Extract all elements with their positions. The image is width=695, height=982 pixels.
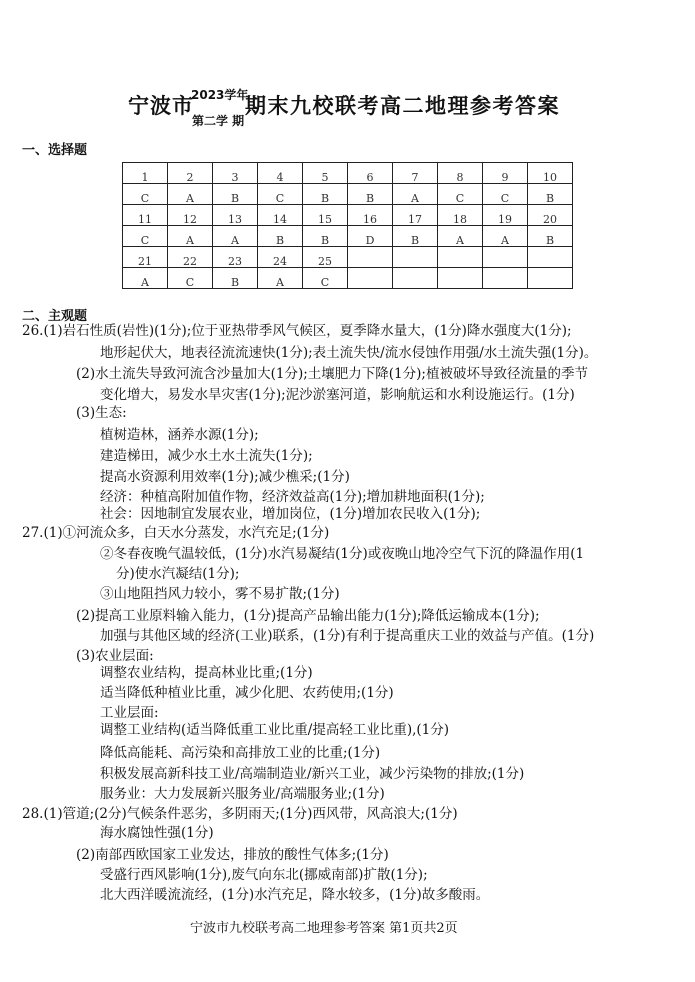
answer-line: 海水腐蚀性强(1分) xyxy=(100,825,214,841)
answer-cell: C xyxy=(303,268,348,289)
answer-cell: B xyxy=(348,184,393,205)
question-number-cell: 12 xyxy=(168,205,213,226)
answer-line: 26.(1)岩石性质(岩性)(1分);位于亚热带季风气候区，夏季降水量大，(1分)降水强度大(1分); xyxy=(22,323,572,339)
answer-cell: A xyxy=(483,226,528,247)
answer-cell: C xyxy=(123,184,168,205)
question-number-cell: 5 xyxy=(303,163,348,184)
answer-line: 北大西洋暖流流经，(1分)水汽充足，降水较多，(1分)故多酸雨。 xyxy=(100,887,490,903)
answer-cell: B xyxy=(213,268,258,289)
answer-cell xyxy=(348,268,393,289)
question-number-cell: 16 xyxy=(348,205,393,226)
answer-line: 地形起伏大，地表径流流速快(1分);表土流失快/流水侵蚀作用强/水土流失强(1分)。 xyxy=(100,345,598,361)
question-number-cell xyxy=(348,247,393,268)
question-number-cell xyxy=(438,247,483,268)
question-number-cell xyxy=(483,247,528,268)
question-number-cell: 24 xyxy=(258,247,303,268)
page-footer: 宁波市九校联考高二地理参考答案 第1页共2页 xyxy=(190,921,458,936)
question-number-cell: 4 xyxy=(258,163,303,184)
title-year: 2023学年 xyxy=(191,88,249,102)
answer-cell: B xyxy=(303,226,348,247)
answer-line: 社会：因地制宜发展农业，增加岗位，(1分)增加农民收入(1分); xyxy=(100,506,481,522)
answer-cell: A xyxy=(393,184,438,205)
answer-line: 工业层面: xyxy=(100,705,159,721)
question-number-cell: 11 xyxy=(123,205,168,226)
answer-line: 植树造林，涵养水源(1分); xyxy=(100,427,259,443)
answer-cell: B xyxy=(528,226,573,247)
answer-line: 提高水资源利用效率(1分);减少樵采;(1分) xyxy=(100,469,350,485)
answer-line: ②冬春夜晚气温较低，(1分)水汽易凝结(1分)或夜晚山地冷空气下沉的降温作用(1 xyxy=(100,546,585,562)
title-semester: 第二学 期 xyxy=(192,114,245,128)
answer-line: 积极发展高新科技工业/高端制造业/新兴工业，减少污染物的排放;(1分) xyxy=(100,766,525,782)
answer-cell xyxy=(483,268,528,289)
answer-row xyxy=(123,226,573,247)
answer-cell: A xyxy=(438,226,483,247)
question-number-cell: 10 xyxy=(528,163,573,184)
question-number-cell: 3 xyxy=(213,163,258,184)
question-number-cell xyxy=(393,247,438,268)
question-number-cell: 6 xyxy=(348,163,393,184)
answer-line: 加强与其他区域的经济(工业)联系，(1分)有利于提高重庆工业的效益与产值。(1分) xyxy=(100,628,595,644)
answer-cell xyxy=(528,268,573,289)
question-number-row xyxy=(123,247,573,268)
answer-line: 建造梯田，减少水土水土流失(1分); xyxy=(100,448,313,464)
answer-cell: C xyxy=(258,184,303,205)
answer-line: 适当降低种植业比重，减少化肥、农药使用;(1分) xyxy=(100,685,394,701)
answer-line: ③山地阻挡风力较小，雾不易扩散;(1分) xyxy=(100,586,340,602)
question-number-cell: 20 xyxy=(528,205,573,226)
question-number-cell: 13 xyxy=(213,205,258,226)
answer-cell: A xyxy=(258,268,303,289)
question-number-cell: 18 xyxy=(438,205,483,226)
question-number-cell: 2 xyxy=(168,163,213,184)
answer-line: 28.(1)管道;(2分)气候条件恶劣，多阴雨天;(1分)西风带，风高浪大;(1分) xyxy=(22,806,458,822)
answer-cell: A xyxy=(168,184,213,205)
answer-cell: D xyxy=(348,226,393,247)
answer-cell xyxy=(438,268,483,289)
question-number-cell: 9 xyxy=(483,163,528,184)
question-number-cell: 19 xyxy=(483,205,528,226)
answer-cell: B xyxy=(258,226,303,247)
question-number-cell: 8 xyxy=(438,163,483,184)
section-heading-choice: 一、选择题 xyxy=(22,143,88,158)
answer-line: 服务业：大力发展新兴服务业/高端服务业;(1分) xyxy=(100,786,385,802)
answer-cell: A xyxy=(123,268,168,289)
answer-line: 降低高能耗、高污染和高排放工业的比重;(1分) xyxy=(100,745,381,761)
answer-line: 受盛行西风影响(1分),废气向东北(挪威南部)扩散(1分); xyxy=(100,867,428,883)
answer-line: (2)水土流失导致河流含沙量加大(1分);土壤肥力下降(1分);植被破坏导致径流量的季节 xyxy=(76,366,588,382)
title-city: 宁波市 xyxy=(128,94,194,118)
answer-row xyxy=(123,184,573,205)
answer-cell: C xyxy=(483,184,528,205)
answer-line: (3)生态: xyxy=(76,405,127,421)
question-number-cell: 21 xyxy=(123,247,168,268)
answer-cell: C xyxy=(123,226,168,247)
answer-cell: A xyxy=(213,226,258,247)
answer-line: 经济：种植高附加值作物，经济效益高(1分);增加耕地面积(1分); xyxy=(100,489,485,505)
question-number-cell: 17 xyxy=(393,205,438,226)
answer-table xyxy=(122,162,573,289)
answer-line: 调整工业结构(适当降低重工业比重/提高轻工业比重),(1分) xyxy=(100,722,449,738)
question-number-cell: 15 xyxy=(303,205,348,226)
answer-line: 27.(1)①河流众多，白天水分蒸发，水汽充足;(1分) xyxy=(22,525,330,541)
question-number-cell: 22 xyxy=(168,247,213,268)
answer-cell: B xyxy=(528,184,573,205)
question-number-cell: 23 xyxy=(213,247,258,268)
section-heading-subjective: 二、主观题 xyxy=(22,309,88,324)
question-number-cell xyxy=(528,247,573,268)
answer-cell: C xyxy=(168,268,213,289)
answer-line: (2)提高工业原料输入能力，(1分)提高产品输出能力(1分);降低运输成本(1分); xyxy=(76,608,540,624)
page-title: 期末九校联考高二地理参考答案 xyxy=(245,94,560,118)
question-number-cell: 1 xyxy=(123,163,168,184)
question-number-cell: 7 xyxy=(393,163,438,184)
question-number-row xyxy=(123,205,573,226)
answer-cell: B xyxy=(303,184,348,205)
question-number-cell: 25 xyxy=(303,247,348,268)
answer-row xyxy=(123,268,573,289)
answer-cell: B xyxy=(393,226,438,247)
answer-cell: C xyxy=(438,184,483,205)
answer-line: 分)使水汽凝结(1分); xyxy=(116,566,240,582)
answer-line: 变化增大，易发水旱灾害(1分);泥沙淤塞河道，影响航运和水利设施运行。(1分) xyxy=(100,387,575,403)
answer-line: (2)南部西欧国家工业发达，排放的酸性气体多;(1分) xyxy=(76,847,389,863)
answer-line: (3)农业层面: xyxy=(76,648,154,664)
answer-line: 调整农业结构，提高林业比重;(1分) xyxy=(100,665,313,681)
answer-cell xyxy=(393,268,438,289)
answer-cell: B xyxy=(213,184,258,205)
answer-cell: A xyxy=(168,226,213,247)
question-number-row xyxy=(123,163,573,184)
question-number-cell: 14 xyxy=(258,205,303,226)
